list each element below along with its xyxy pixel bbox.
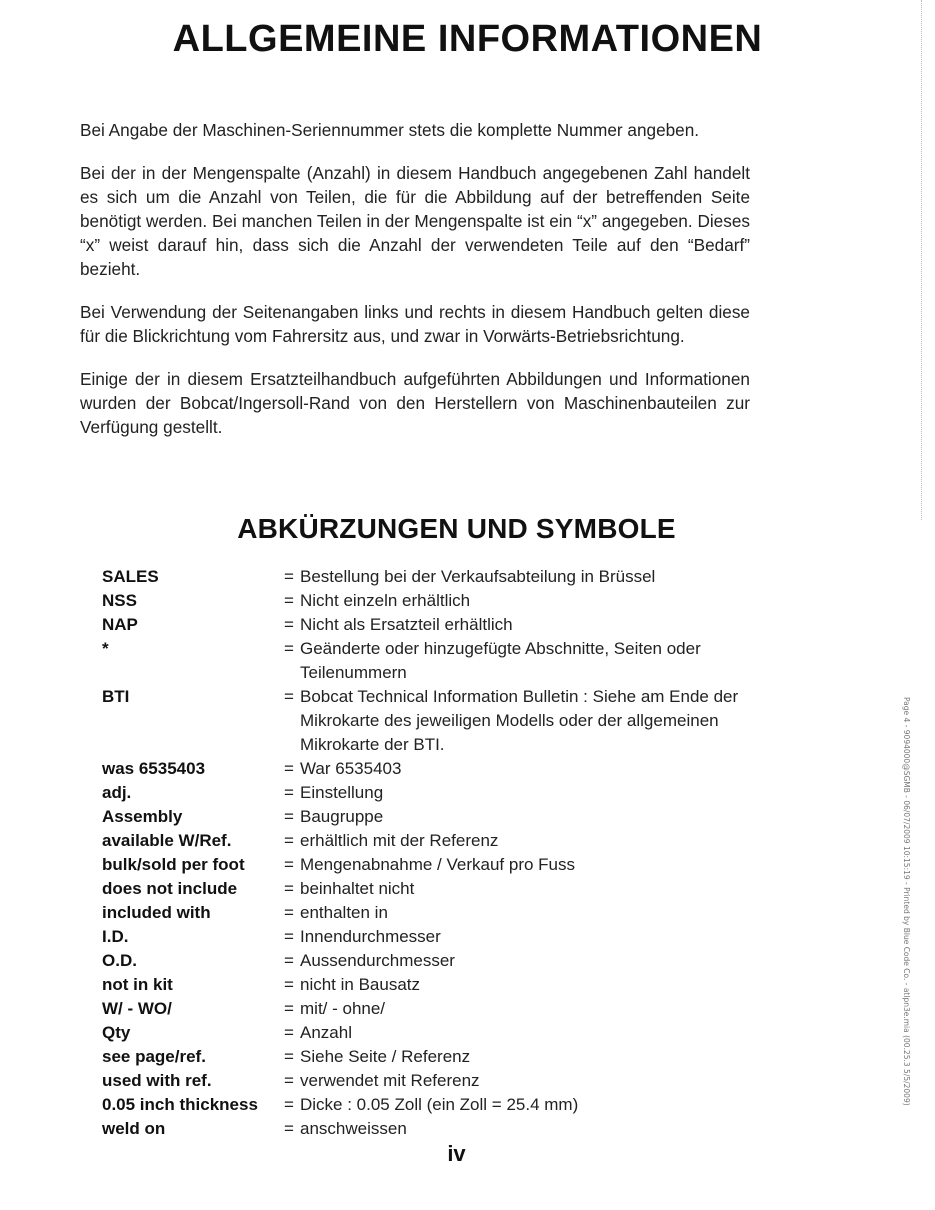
equals-sign: = [284,807,294,826]
abbreviation-term: was 6535403 [102,759,206,778]
abbreviation-row [102,829,802,853]
abbreviation-definition: mit/ - ohne/ [300,999,386,1018]
abbreviation-term: see page/ref. [102,1047,206,1066]
abbreviation-term: 0.05 inch thickness [102,1095,258,1114]
abbreviation-definition: beinhaltet nicht [300,879,415,898]
abbreviation-term: weld on [102,1119,166,1138]
abbreviation-term: W/ - WO/ [102,999,172,1018]
abbreviation-row [102,877,802,901]
equals-sign: = [284,759,294,778]
abbreviation-definition: War 6535403 [300,759,402,778]
abbreviation-row [102,853,802,877]
abbreviation-definition: Baugruppe [300,807,384,826]
abbreviation-definition: erhältlich mit der Referenz [300,831,499,850]
general-information-text [80,118,750,458]
equals-sign: = [284,903,294,922]
abbreviation-term: NSS [102,591,137,610]
equals-sign: = [284,687,294,706]
abbreviation-definition: Nicht einzeln erhältlich [300,591,471,610]
abbreviation-definition: Dicke : 0.05 Zoll (ein Zoll = 25.4 mm) [300,1095,579,1114]
abbreviation-definition: Innendurchmesser [300,927,441,946]
print-footer-note: Page 4 - 9094000@SGMB - 06/07/2009 10:15:19 - Printed by Blue Code Co. - atlpn3e.mia (00.25.3 5/5/2009) [902,697,911,1106]
abbreviation-definition: Siehe Seite / Referenz [300,1047,471,1066]
equals-sign: = [284,951,294,970]
abbreviation-row [102,1117,802,1141]
abbreviations-title: ABKÜRZUNGEN UND SYMBOLE [237,513,676,544]
abbreviation-term: I.D. [102,927,129,946]
equals-sign: = [284,975,294,994]
abbreviation-term: adj. [102,783,132,802]
abbreviation-row [102,757,802,781]
paragraph-left-right: Bei Verwendung der Seitenangaben links und rechts in diesem Handbuch gelten diese für die Blickrichtung vom Fahrersitz aus, und zwar in Vorwärts-Betriebsrichtung. [80,302,750,346]
abbreviation-definition: nicht in Bausatz [300,975,421,994]
abbreviation-row [102,565,802,589]
paragraph-quantity-column: Bei der in der Mengenspalte (Anzahl) in diesem Handbuch angegebenen Zahl handelt es sich um die Anzahl von Teilen, die für die Abbildung auf der betreffenden Seite benötigt werden. Bei manchen Teilen in der Mengenspalte ist ein “x” angegeben. Dieses “x” weist darauf hin, dass sich die Anzahl der verwendeten Teile auf den “Bedarf” bezieht. [80,163,750,279]
equals-sign: = [284,855,294,874]
abbreviation-term: NAP [102,615,138,634]
equals-sign: = [284,1047,294,1066]
abbreviation-definition: Bobcat Technical Information Bulletin : Siehe am Ende der Mikrokarte des jeweiligen Modells oder der allgemeinen Mikrokarte der BTI. [300,687,739,754]
abbreviation-term: Assembly [102,807,183,826]
abbreviation-term: BTI [102,687,130,706]
abbreviation-term: Qty [102,1023,131,1042]
abbreviation-term: O.D. [102,951,137,970]
abbreviation-row [102,637,802,685]
abbreviation-row [102,997,802,1021]
abbreviation-row [102,973,802,997]
abbreviation-row [102,1021,802,1045]
abbreviation-row [102,685,802,757]
equals-sign: = [284,927,294,946]
equals-sign: = [284,615,294,634]
abbreviation-definition: Einstellung [300,783,384,802]
equals-sign: = [284,999,294,1018]
abbreviation-row [102,1069,802,1093]
page-number: iv [447,1141,466,1166]
abbreviation-term: used with ref. [102,1071,212,1090]
equals-sign: = [284,831,294,850]
equals-sign: = [284,591,294,610]
abbreviations-list [102,565,802,1141]
abbreviation-term: not in kit [102,975,173,994]
abbreviation-term: SALES [102,567,159,586]
abbreviation-definition: Bestellung bei der Verkaufsabteilung in Brüssel [300,567,656,586]
abbreviation-definition: Geänderte oder hinzugefügte Abschnitte, Seiten oder Teilenummern [300,639,701,682]
equals-sign: = [284,1023,294,1042]
abbreviation-term: does not include [102,879,238,898]
abbreviation-term: included with [102,903,211,922]
scan-edge-mark [921,0,924,520]
abbreviation-row [102,925,802,949]
abbreviation-definition: Aussendurchmesser [300,951,455,970]
abbreviation-row [102,781,802,805]
abbreviation-row [102,613,802,637]
abbreviation-definition: Nicht als Ersatzteil erhältlich [300,615,513,634]
equals-sign: = [284,783,294,802]
equals-sign: = [284,567,294,586]
paragraph-manufacturers: Einige der in diesem Ersatzteilhandbuch aufgeführten Abbildungen und Informationen wurden der Bobcat/Ingersoll-Rand von den Herstellern von Maschinenbauteilen zur Verfügung gestellt. [80,369,750,437]
abbreviation-row [102,805,802,829]
abbreviation-definition: anschweissen [300,1119,407,1138]
equals-sign: = [284,1095,294,1114]
abbreviation-term: * [102,639,109,658]
abbreviation-row [102,901,802,925]
abbreviation-row [102,949,802,973]
page-title: ALLGEMEINE INFORMATIONEN [172,18,763,60]
abbreviation-term: bulk/sold per foot [102,855,245,874]
abbreviation-definition: Anzahl [300,1023,352,1042]
equals-sign: = [284,879,294,898]
abbreviation-row [102,589,802,613]
equals-sign: = [284,639,294,658]
abbreviation-definition: verwendet mit Referenz [300,1071,480,1090]
abbreviation-row [102,1093,802,1117]
abbreviation-definition: Mengenabnahme / Verkauf pro Fuss [300,855,575,874]
abbreviation-row [102,1045,802,1069]
equals-sign: = [284,1071,294,1090]
paragraph-serial-number: Bei Angabe der Maschinen-Seriennummer stets die komplette Nummer angeben. [80,120,700,140]
abbreviation-term: available W/Ref. [102,831,232,850]
equals-sign: = [284,1119,294,1138]
abbreviation-definition: enthalten in [300,903,388,922]
